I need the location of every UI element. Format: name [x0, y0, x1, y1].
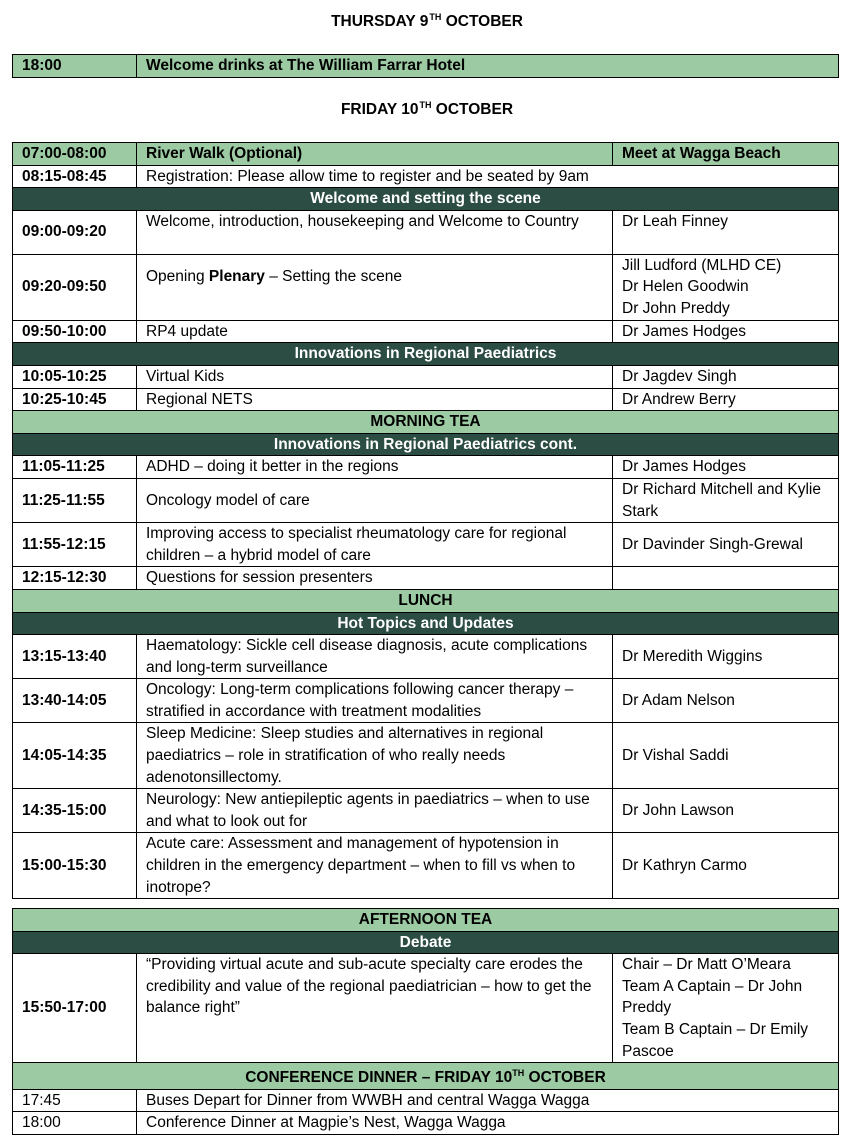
speaker-name: Chair – Dr Matt O’Meara — [622, 956, 791, 974]
speaker-cell: Dr Meredith Wiggins — [613, 635, 839, 679]
time-cell: 11:05-11:25 — [13, 456, 137, 479]
speaker-cell: Dr James Hodges — [613, 456, 839, 479]
time-cell: 15:00-15:30 — [13, 833, 137, 899]
speaker-cell — [613, 567, 839, 590]
event-cell: Improving access to specialist rheumatology care for regional children – a hybrid model of care — [137, 523, 613, 567]
friday-heading-text: FRIDAY 10 — [340, 101, 419, 118]
event-cell: “Providing virtual acute and sub-acute specialty care erodes the credibility and value of the regional paediatrician – how to get the balance right” — [137, 954, 613, 1063]
table-row — [13, 567, 839, 590]
section-title: Innovations in Regional Paediatrics cont. — [13, 433, 839, 456]
time-cell: 12:15-12:30 — [13, 567, 137, 590]
event-cell: RP4 update — [137, 320, 613, 343]
speaker-cell: Dr Kathryn Carmo — [613, 833, 839, 899]
section-title: Welcome and setting the scene — [13, 188, 839, 211]
time-cell: 17:45 — [13, 1089, 137, 1112]
speaker-name: Dr Helen Goodwin — [622, 278, 749, 296]
event-text: – Setting the scene — [264, 267, 402, 285]
time-cell: 15:50-17:00 — [13, 954, 137, 1063]
time-cell: 18:00 — [13, 1112, 137, 1135]
speaker-cell: Dr Richard Mitchell and Kylie Stark — [613, 478, 839, 522]
speaker-name: Jill Ludford (MLHD CE) — [622, 256, 782, 274]
thursday-heading-text: THURSDAY 9 — [331, 13, 429, 30]
table-row — [13, 523, 839, 567]
speaker-cell — [613, 954, 839, 1063]
event-cell: Haematology: Sickle cell disease diagnosis, acute complications and long-term surveillance — [137, 635, 613, 679]
friday-heading-sup: TH — [419, 100, 432, 110]
break-row — [13, 589, 839, 612]
event-cell: Regional NETS — [137, 388, 613, 411]
event-cell: Conference Dinner at Magpie’s Nest, Wagga Wagga — [137, 1112, 839, 1135]
event-cell: Sleep Medicine: Sleep studies and alternatives in regional paediatrics – role in stratification of who really needs adenotonsillectomy. — [137, 723, 613, 789]
speaker-name: Team A Captain – Dr John Preddy — [622, 977, 803, 1017]
time-cell: 13:15-13:40 — [13, 635, 137, 679]
table-row — [13, 1112, 839, 1135]
table-row — [13, 388, 839, 411]
speaker-cell: Dr Adam Nelson — [613, 679, 839, 723]
friday-table — [12, 142, 839, 899]
speaker-cell: Dr James Hodges — [613, 320, 839, 343]
break-title: MORNING TEA — [13, 411, 839, 434]
event-cell: Acute care: Assessment and management of hypotension in children in the emergency department – when to fill vs when to inotrope? — [137, 833, 613, 899]
table-row — [13, 635, 839, 679]
speaker-cell — [613, 254, 839, 320]
event-cell: Buses Depart for Dinner from WWBH and central Wagga Wagga — [137, 1089, 839, 1112]
break-title: LUNCH — [13, 589, 839, 612]
table-row — [13, 365, 839, 388]
event-cell: Welcome, introduction, housekeeping and Welcome to Country — [137, 210, 613, 254]
section-header — [13, 188, 839, 211]
time-cell: 14:05-14:35 — [13, 723, 137, 789]
dinner-heading-month: OCTOBER — [524, 1069, 606, 1087]
dinner-heading-text: CONFERENCE DINNER – FRIDAY 10 — [245, 1069, 513, 1087]
speaker-cell: Dr John Lawson — [613, 789, 839, 833]
time-cell: 08:15-08:45 — [13, 165, 137, 188]
thursday-heading — [0, 12, 854, 31]
friday-heading — [0, 100, 854, 119]
table-row — [13, 55, 839, 78]
speaker-cell: Dr Jagdev Singh — [613, 365, 839, 388]
section-header — [13, 931, 839, 954]
table-row — [13, 478, 839, 522]
event-cell: Oncology: Long-term complications following cancer therapy – stratified in accordance with treatment modalities — [137, 679, 613, 723]
table-row — [13, 320, 839, 343]
event-cell: ADHD – doing it better in the regions — [137, 456, 613, 479]
section-title: Hot Topics and Updates — [13, 612, 839, 635]
location-cell: Meet at Wagga Beach — [613, 143, 839, 166]
time-cell: 11:25-11:55 — [13, 478, 137, 522]
speaker-name: Dr John Preddy — [622, 299, 730, 317]
table-row — [13, 679, 839, 723]
table-row — [13, 954, 839, 1063]
break-title: AFTERNOON TEA — [13, 909, 839, 932]
section-title: Debate — [13, 931, 839, 954]
section-title: Innovations in Regional Paediatrics — [13, 343, 839, 366]
speaker-cell: Dr Davinder Singh-Grewal — [613, 523, 839, 567]
time-cell: 14:35-15:00 — [13, 789, 137, 833]
speaker-cell: Dr Andrew Berry — [613, 388, 839, 411]
event-cell: Oncology model of care — [137, 478, 613, 522]
break-row — [13, 411, 839, 434]
time-cell: 10:05-10:25 — [13, 365, 137, 388]
event-bold-text: Plenary — [208, 267, 265, 285]
afternoon-table — [12, 908, 839, 1135]
speaker-cell: Dr Leah Finney — [613, 210, 839, 254]
time-cell: 11:55-12:15 — [13, 523, 137, 567]
time-cell: 07:00-08:00 — [13, 143, 137, 166]
table-row — [13, 1089, 839, 1112]
time-cell: 09:00-09:20 — [13, 210, 137, 254]
table-row — [13, 789, 839, 833]
table-row — [13, 210, 839, 254]
time-cell: 18:00 — [13, 55, 137, 78]
event-cell: Questions for session presenters — [137, 567, 613, 590]
event-cell: River Walk (Optional) — [137, 143, 613, 166]
table-row — [13, 723, 839, 789]
thursday-heading-sup: TH — [429, 12, 442, 22]
thursday-table — [12, 54, 839, 78]
table-row — [13, 456, 839, 479]
dinner-heading — [13, 1063, 839, 1090]
table-row — [13, 165, 839, 188]
speaker-cell: Dr Vishal Saddi — [613, 723, 839, 789]
time-cell: 13:40-14:05 — [13, 679, 137, 723]
section-header — [13, 612, 839, 635]
table-row — [13, 254, 839, 320]
event-cell: Neurology: New antiepileptic agents in paediatrics – when to use and what to look out for — [137, 789, 613, 833]
event-cell: Virtual Kids — [137, 365, 613, 388]
table-row — [13, 143, 839, 166]
friday-heading-month: OCTOBER — [431, 101, 514, 118]
event-text: Opening — [146, 267, 209, 285]
table-row — [13, 833, 839, 899]
event-cell: Welcome drinks at The William Farrar Hotel — [137, 55, 839, 78]
time-cell: 09:20-09:50 — [13, 254, 137, 320]
dinner-heading-sup: TH — [512, 1068, 525, 1079]
dinner-heading-row — [13, 1063, 839, 1090]
break-row — [13, 909, 839, 932]
thursday-heading-month: OCTOBER — [441, 13, 523, 30]
time-cell: 09:50-10:00 — [13, 320, 137, 343]
event-cell — [137, 254, 613, 320]
section-header — [13, 343, 839, 366]
time-cell: 10:25-10:45 — [13, 388, 137, 411]
section-header — [13, 433, 839, 456]
speaker-name: Team B Captain – Dr Emily Pascoe — [622, 1020, 809, 1060]
event-cell: Registration: Please allow time to register and be seated by 9am — [137, 165, 839, 188]
